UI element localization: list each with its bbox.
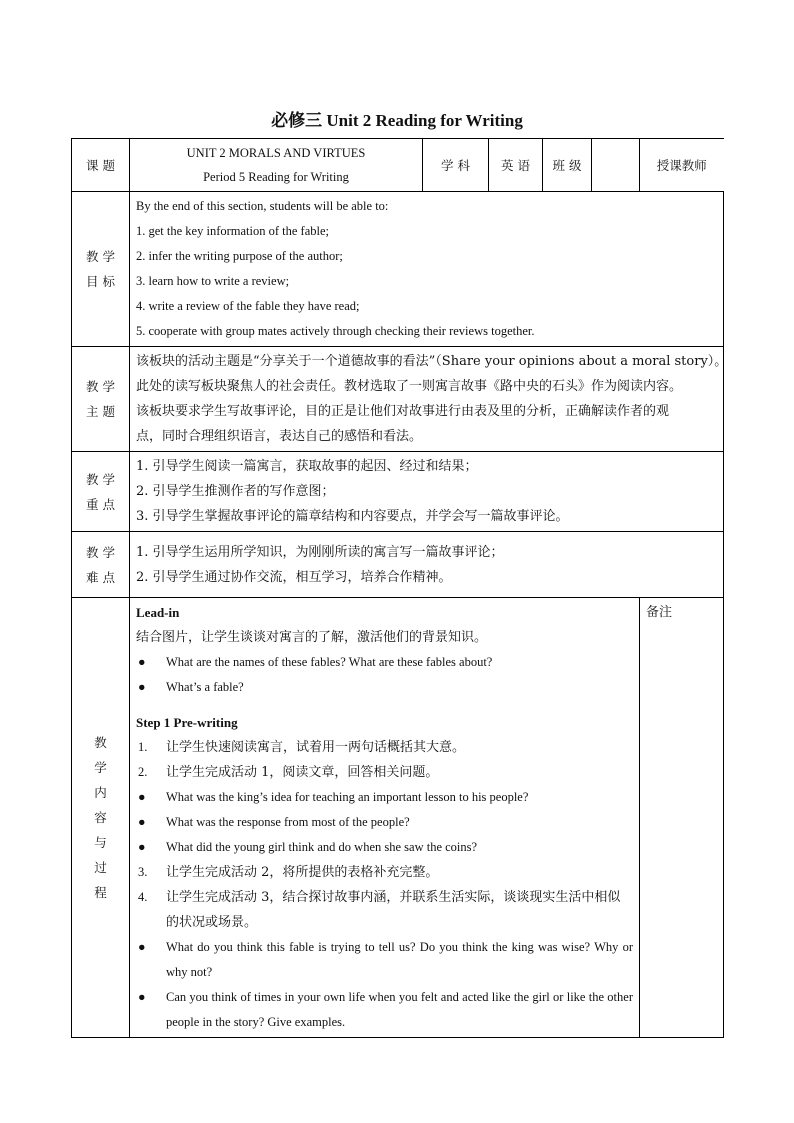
header-row (72, 139, 724, 192)
difficulties-label: 教 学 难 点 (72, 532, 130, 598)
leadin-text: 结合图片，让学生谈谈对寓言的了解，激活他们的背景知识。 (136, 630, 488, 645)
class-value (592, 139, 640, 192)
objective-item: 5. cooperate with group mates actively through checking their reviews together. (136, 324, 535, 338)
objective-item: 4. write a review of the fable they have read; (136, 299, 360, 313)
subject-label: 学 科 (423, 139, 489, 192)
teacher-label: 授课教师 (640, 139, 724, 192)
objectives-intro: By the end of this section, students will be able to: (136, 199, 389, 213)
process-row (72, 598, 724, 1038)
theme-line: 点，同时合理组织语言，表达自己的感悟和看法。 (136, 429, 423, 444)
bullet-item: ● What’s a fable? (136, 675, 633, 700)
objectives-row (72, 192, 724, 347)
theme-row (72, 347, 724, 452)
key-points-content (130, 452, 724, 532)
theme-content (130, 347, 728, 452)
lesson-plan-table (71, 138, 728, 1038)
bullet-item: ● What are the names of these fables? What are these fables about? (136, 650, 633, 675)
key-point-item: 3. 引导学生掌握故事评论的篇章结构和内容要点，并学会写一篇故事评论。 (136, 509, 569, 524)
notes-column (640, 598, 724, 1038)
step-item: 1. 让学生快速阅读寓言，试着用一两句话概括其大意。 (138, 740, 466, 755)
key-point-item: 1. 引导学生阅读一篇寓言，获取故事的起因、经过和结果； (136, 459, 478, 474)
bullet-icon: ● (138, 990, 146, 1004)
class-label: 班 级 (543, 139, 592, 192)
difficulty-item: 2. 引导学生通过协作交流，相互学习，培养合作精神。 (136, 569, 452, 585)
topic-label: 课 题 (72, 139, 130, 192)
topic-line-1: UNIT 2 MORALS AND VIRTUES (186, 146, 366, 160)
objectives-label: 教 学 目 标 (72, 192, 130, 347)
step-item: 3. 让学生完成活动 2，将所提供的表格补充完整。 (138, 865, 439, 880)
bullet-icon: ● (138, 840, 146, 854)
step1-title: Step 1 Pre-writing (136, 715, 238, 730)
bullet-item: ● What was the response from most of the people? (136, 810, 633, 835)
topic-line-2: Period 5 Reading for Writing (203, 170, 349, 184)
bullet-icon: ● (138, 790, 146, 804)
theme-line: 该板块的活动主题是“分享关于一个道德故事的看法”（Share your opinions about a moral story）。 (136, 354, 728, 369)
step-item: 2. 让学生完成活动 1，阅读文章，回答相关问题。 (138, 765, 439, 780)
process-content (130, 598, 640, 1038)
key-point-item: 2. 引导学生推测作者的写作意图； (136, 484, 335, 499)
objective-item: 1. get the key information of the fable; (136, 224, 329, 238)
theme-label: 教 学 主 题 (72, 347, 130, 452)
bullet-icon: ● (138, 815, 146, 829)
subject-value: 英 语 (489, 139, 543, 192)
bullet-item: ● Can you think of times in your own life when you felt and acted like the girl or like the other people in the story? Give examples. (136, 985, 633, 1035)
difficulty-item: 1. 引导学生运用所学知识，为刚刚所读的寓言写一篇故事评论； (136, 544, 504, 560)
bullet-item: ● What did the young girl think and do when she saw the coins? (136, 835, 633, 860)
bullet-icon: ● (138, 680, 146, 694)
step-item: 4. 让学生完成活动 3，结合探讨故事内涵，并联系生活实际，谈谈现实生活中相似的状况或场景。 (138, 890, 621, 930)
process-label: 教 学 内 容 与 过 程 (72, 598, 130, 1038)
bullet-icon: ● (138, 940, 146, 954)
topic-cell (130, 139, 423, 192)
objective-item: 3. learn how to write a review; (136, 274, 290, 288)
key-points-label: 教 学 重 点 (72, 452, 130, 532)
theme-line: 此处的读写板块聚焦人的社会责任。教材选取了一则寓言故事《路中央的石头》作为阅读内容。 (136, 379, 683, 394)
difficulties-row (72, 532, 724, 598)
bullet-item: ● What do you think this fable is trying to tell us? Do you think the king was wise? Why or why not? (136, 935, 633, 985)
difficulties-content (130, 532, 724, 598)
bullet-item: ● What was the king’s idea for teaching an important lesson to his people? (136, 785, 633, 810)
leadin-title: Lead-in (136, 605, 180, 620)
document-title: 必修三 Unit 2 Reading for Writing (271, 111, 523, 130)
bullet-icon: ● (138, 655, 146, 669)
objectives-content (130, 192, 724, 347)
objective-item: 2. infer the writing purpose of the author; (136, 249, 343, 263)
theme-line: 该板块要求学生写故事评论，目的正是让他们对故事进行由表及里的分析，正确解读作者的观 (136, 404, 670, 419)
key-points-row (72, 452, 724, 532)
notes-label: 备注 (646, 605, 673, 620)
